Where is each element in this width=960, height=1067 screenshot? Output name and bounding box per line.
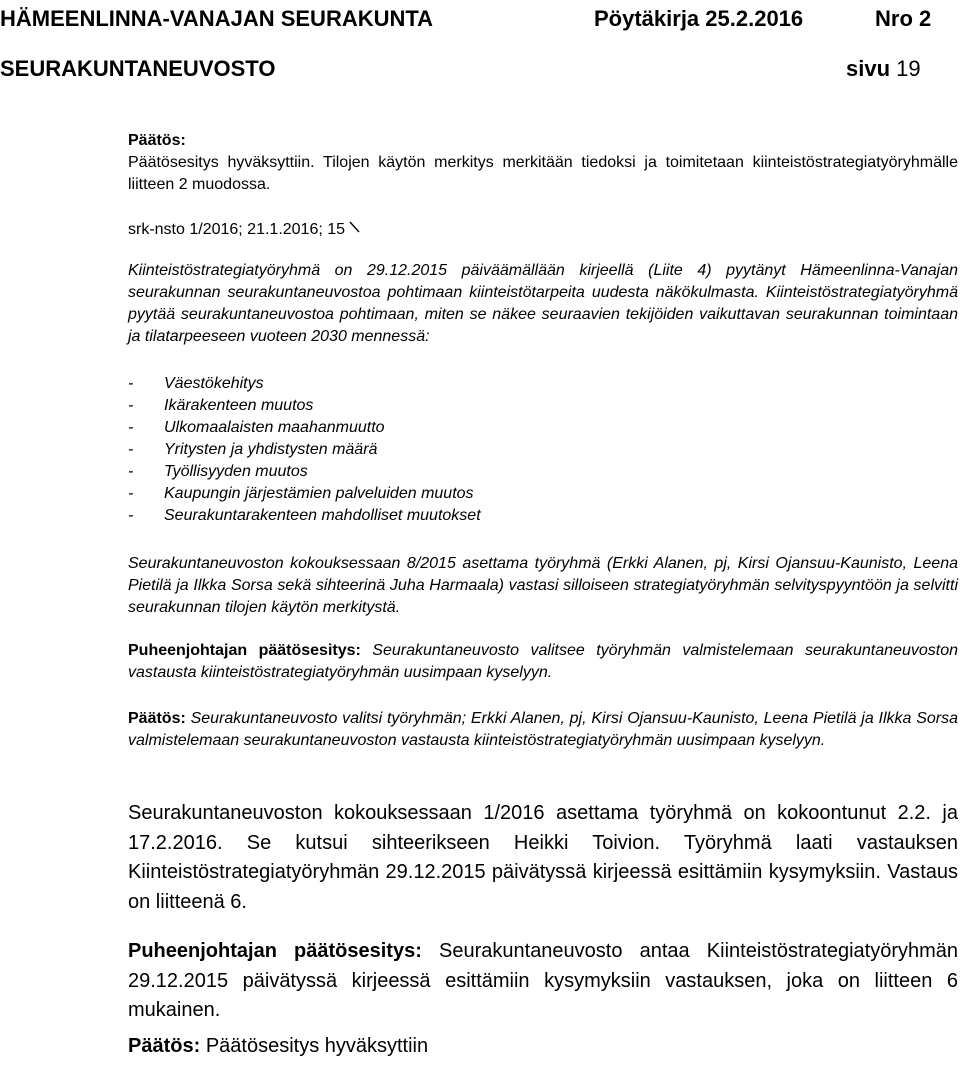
proposal-label: Puheenjohtajan päätösesitys: [128, 642, 361, 659]
proposal-text: Seurakuntaneuvosto antaa Kiinteistöstrategiatyöryhmän 29.12.2015 päivätyssä kirjeessä esittämiin kysymyksiin vastauksen, joka on liitteen 6 mukainen. [128, 940, 959, 1021]
chair-proposal-2 [128, 937, 958, 1026]
reference-text: srk-nsto 1/2016; 21.1.2016; 15 [128, 221, 346, 239]
decision-1 [128, 708, 958, 752]
decision-2 [128, 1032, 958, 1062]
decision-heading: Päätös: [128, 132, 186, 149]
decision-label: Päätös: [128, 710, 186, 727]
list-item: - Kaupungin järjestämien palveluiden muutos [128, 483, 958, 505]
list-item: - Yritysten ja yhdistysten määrä [128, 439, 958, 461]
list-item: - Työllisyyden muutos [128, 461, 958, 483]
list-item: - Väestökehitys [128, 373, 958, 395]
page-number: 19 [896, 56, 921, 81]
page-indicator [846, 56, 921, 82]
meeting-reference [128, 219, 958, 241]
list-item: - Ulkomaalaisten maahanmuutto [128, 417, 958, 439]
decision-text: Päätösesitys hyväksyttiin [205, 1035, 429, 1057]
decision-text: Päätösesitys hyväksyttiin. Tilojen käytön merkitys merkitään tiedoksi ja toimitetaan kiinteistöstrategiatyöryhmälle liitteen 2 muodossa. [128, 154, 958, 193]
page-label: sivu [846, 56, 891, 81]
list-item: - Seurakuntarakenteen mahdolliset muutokset [128, 505, 958, 527]
meeting-paragraph: Seurakuntaneuvoston kokouksessaan 1/2016 asettama työryhmä on kokoontunut 2.2. ja 17.2.2016. Se kutsui sihteerikseen Heikki Toivion. Työryhmä laati vastauksen Kiinteistöstrategiatyöryhmän 29.12.2015 päivätyssä kirjeessä esittämiin kysymyksiin. Vastaus on liitteenä 6. [128, 802, 958, 913]
organization-name: HÄMEENLINNA-VANAJAN SEURAKUNTA [0, 6, 434, 31]
reference-mark-icon [349, 219, 361, 241]
chair-proposal-1 [128, 640, 958, 684]
list-item: - Ikärakenteen muutos [128, 395, 958, 417]
previous-decision [128, 130, 958, 196]
decision-label: Päätös: [128, 1035, 201, 1057]
working-group-paragraph: Seurakuntaneuvoston kokouksessaan 8/2015 asettama työryhmä (Erkki Alanen, pj, Kirsi Ojansuu-Kaunisto, Leena Pietilä ja Ilkka Sorsa sekä sihteerinä Juha Harmaala) vastasi silloiseen strategiatyöryhmän selvityspyyntöön ja selvitti seurakunnan tilojen käytön merkitystä. [128, 555, 958, 616]
document-number: Nro 2 [875, 6, 932, 31]
document-title: Pöytäkirja 25.2.2016 [594, 6, 804, 31]
decision-text: Seurakuntaneuvosto valitsi työryhmän; Erkki Alanen, pj, Kirsi Ojansuu-Kaunisto, Leena Pietilä ja Ilkka Sorsa valmistelemaan seurakuntaneuvoston vastausta kiinteistöstrategiatyöryhmän uusimpaan kyselyyn. [128, 710, 958, 749]
proposal-text: Seurakuntaneuvosto valitsee työryhmän valmistelemaan seurakuntaneuvoston vastausta kiinteistöstrategiatyöryhmän uusimpaan kyselyyn. [128, 642, 958, 681]
proposal-label: Puheenjohtajan päätösesitys: [128, 940, 422, 962]
request-paragraph: Kiinteistöstrategiatyöryhmä on 29.12.2015 päiväämällään kirjeellä (Liite 4) pyytänyt Hämeenlinna-Vanajan seurakunnan seurakuntaneuvostoa pohtimaan kiinteistötarpeita uudesta näkökulmasta. Kiinteistöstrategiatyöryhmä pyytää seurakuntaneuvostoa pohtimaan, miten se näkee seuraavien tekijöiden vaikuttavan seurakunnan toimintaan ja tilatarpeeseen vuoteen 2030 mennessä: [128, 262, 958, 345]
factor-list [128, 373, 958, 527]
body-name: SEURAKUNTANEUVOSTO [0, 56, 276, 81]
